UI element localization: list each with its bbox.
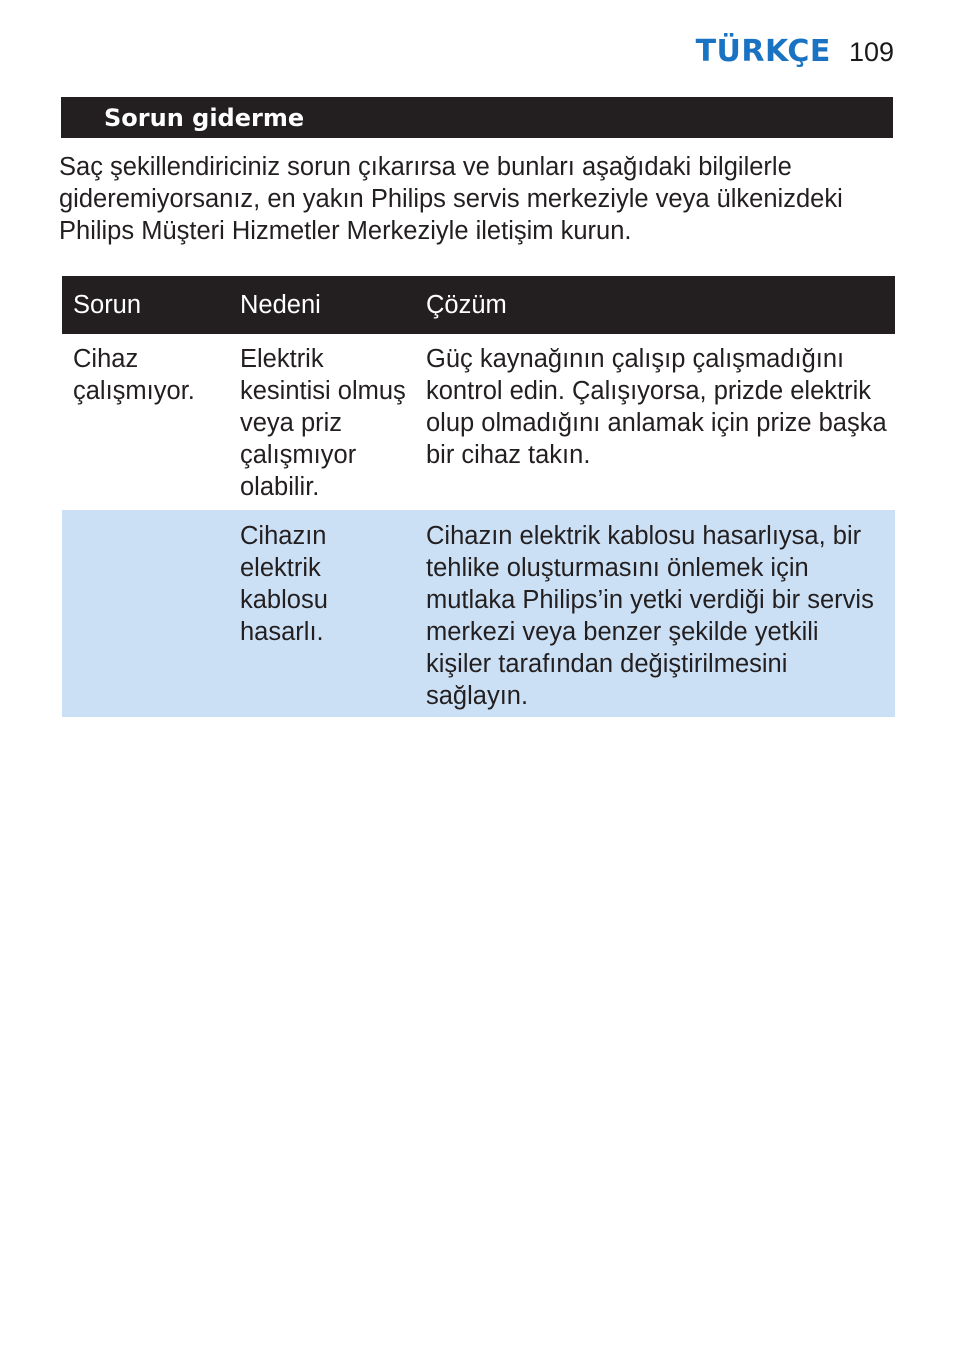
header-problem: Sorun bbox=[62, 276, 229, 334]
section-title: Sorun giderme bbox=[104, 103, 305, 132]
intro-paragraph: Saç şekillendiriciniz sorun çıkarırsa ve bunları aşağıdaki bilgilerle gideremiyorsanız, en yakın Philips servis merkeziyle veya ülkenizdeki Philips Müşteri Hizmetler Merkeziyle iletişim kurun. bbox=[59, 153, 843, 245]
table-row bbox=[62, 334, 895, 510]
table-row bbox=[62, 510, 895, 717]
cell-cause: Elektrik kesintisi olmuş veya priz çalışmıyor olabilir. bbox=[240, 345, 406, 501]
header-solution: Çözüm bbox=[415, 276, 895, 334]
section-header-bar bbox=[61, 97, 893, 138]
cell-problem: Cihaz çalışmıyor. bbox=[73, 345, 195, 405]
cell-problem bbox=[62, 510, 229, 717]
cell-solution: Güç kaynağının çalışıp çalışmadığını kontrol edin. Çalışıyorsa, prizde elektrik olup olmadığını anlamak için prize başka bir cihaz takın. bbox=[426, 345, 887, 469]
cell-cause: Cihazın elektrik kablosu hasarlı. bbox=[229, 510, 415, 717]
table-header-row bbox=[62, 276, 895, 334]
cell-solution: Cihazın elektrik kablosu hasarlıysa, bir tehlike oluşturmasını önlemek için mutlaka Philips’in yetki verdiği bir servis merkezi veya benzer şekilde yetkili kişiler tarafından değiştirilmesini sağlayın. bbox=[415, 510, 895, 717]
page-number: 109 bbox=[848, 37, 894, 67]
troubleshooting-table bbox=[62, 276, 895, 717]
language-title: TÜRKÇE bbox=[695, 34, 831, 69]
page-header bbox=[696, 34, 894, 69]
header-cause: Nedeni bbox=[229, 276, 415, 334]
